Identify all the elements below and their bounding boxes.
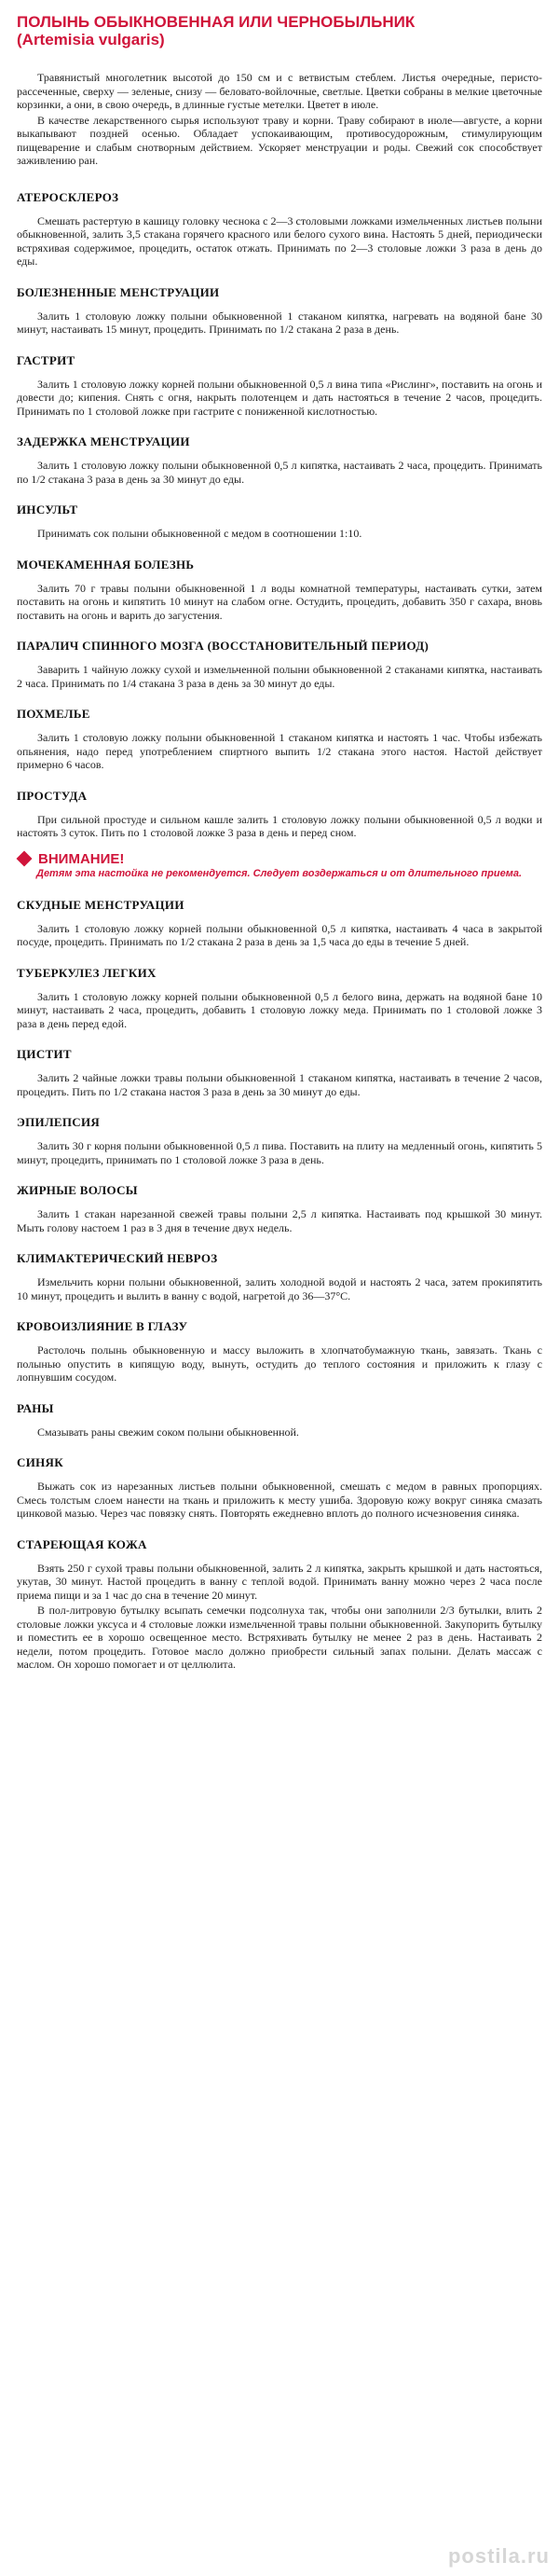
section-title: КЛИМАКТЕРИЧЕСКИЙ НЕВРОЗ xyxy=(17,1251,218,1265)
section-text: Растолочь полынь обыкновенную и массу выложить в хлопчатобумажную ткань, завязать. Ткань с полынью опустить в кипящую воду, вынуть, остудить до теплого состояния и приложить к глазу с лопнувшим сосудом. xyxy=(17,1343,542,1384)
section-text: При сильной простуде и сильном кашле залить 1 столовую ложку полыни обыкновенной 0,5 л водки и настоять 3 суток. Пить по 1 столовой ложке 3 раза в день и перед сном. xyxy=(17,812,542,839)
warning-header xyxy=(17,851,542,867)
section-text: В пол-литровую бутылку всыпать семечки подсолнуха так, чтобы они заполнили 2/3 бутылки, влить 2 столовые ложки уксуса и 4 столовые ложки измельченной травы полыни обыкновенной. Закупорить бутылку и поместить ее в хорошо освещенное место. Встряхивать бутылку не менее 2 раз в день. Настаивать 2 недели, потом процедить. Готовое масло должно приобрести сильный запах полыни. Делать массаж с маслом. Он хорошо помогает и от целлюлита. xyxy=(17,1604,542,1671)
section-text: Залить 1 столовую ложку полыни обыкновенной 1 стаканом кипятка, нагревать на водяной бане 30 минут, настаивать 15 минут, процедить. Принимать по 1/2 стакана 2 раза в день. xyxy=(17,309,542,336)
section-title: СТАРЕЮЩАЯ КОЖА xyxy=(17,1536,147,1551)
section-eye-hemorrhage xyxy=(17,1319,542,1384)
section-text: Взять 250 г сухой травы полыни обыкновенной, залить 2 л кипятка, закрыть крышкой и дать настояться, укутав, 30 минут. Настой процедить в ванну с теплой водой. Принимать ванну можно через 2 часа после приема пищи и за 1 час до сна в течение 20 минут. xyxy=(17,1561,542,1602)
section-text: Залить 70 г травы полыни обыкновенной 1 л воды комнатной температуры, настаивать сутки, затем поставить на огонь и кипятить 10 минут на слабом огне. Остудить, процедить, добавить 350 г сахара, вновь поставить на огонь и варить до загустения. xyxy=(17,581,542,622)
section-text: Смешать растертую в кашицу головку чеснока с 2—3 столовыми ложками измельченных листьев полыни обыкновенной, залить 3,5 стакана горячего красного или белого сухого вина. Настоять 5 дней, периодически встряхивая содержимое, процедить, остаток отжать. Принимать по 2—3 столовые ложки 3 раза в день до еды. xyxy=(17,214,542,268)
warning-diamond-icon xyxy=(17,851,33,867)
section-painful-menstruation xyxy=(17,285,542,337)
section-title: РАНЫ xyxy=(17,1400,54,1415)
section-title: БОЛЕЗНЕННЫЕ МЕНСТРУАЦИИ xyxy=(17,284,220,299)
section-title: ПРОСТУДА xyxy=(17,788,88,803)
section-title: АТЕРОСКЛЕРОЗ xyxy=(17,189,119,204)
section-text: Залить 2 чайные ложки травы полыни обыкновенной 1 стаканом кипятка, настаивать в течение 2 часов, процедить. Пить по 1/2 стакана настоя 3 раза в день за 30 минут до еды. xyxy=(17,1071,542,1098)
section-hangover xyxy=(17,707,542,772)
section-epilepsy xyxy=(17,1115,542,1166)
section-text: Залить 1 столовую ложку корней полыни обыкновенной 0,5 л вина типа «Рислинг», поставить на огонь и довести до; кипения. Снять с огня, накрыть полотенцем и дать настояться в течение 2 часов, процедить. Принимать по 1 столовой ложке при гастрите с пониженной кислотностью. xyxy=(17,377,542,418)
section-title: ГАСТРИТ xyxy=(17,352,75,367)
section-tuberculosis xyxy=(17,966,542,1031)
section-scanty-menstruation xyxy=(17,898,542,949)
section-wounds xyxy=(17,1401,542,1440)
section-spinal-paralysis xyxy=(17,639,542,690)
section-title: ПАРАЛИЧ СПИННОГО МОЗГА (ВОССТАНОВИТЕЛЬНЫЙ ПЕРИОД) xyxy=(17,639,429,653)
section-title: ЗАДЕРЖКА МЕНСТРУАЦИИ xyxy=(17,434,190,448)
section-text: Залить 1 столовую ложку полыни обыкновенной 0,5 л кипятка, настаивать 2 часа, процедить. Принимать по 1/2 стакана 3 раза в день за 30 минут до еды. xyxy=(17,459,542,486)
section-title: СИНЯК xyxy=(17,1455,63,1469)
article-title: ПОЛЫНЬ ОБЫКНОВЕННАЯ ИЛИ ЧЕРНОБЫЛЬНИК xyxy=(17,13,416,31)
article-latin-title: (Artemisia vulgaris) xyxy=(17,31,165,48)
section-cystitis xyxy=(17,1047,542,1098)
section-delayed-menstruation xyxy=(17,434,542,486)
section-text: Смазывать раны свежим соком полыни обыкновенной. xyxy=(37,1425,299,1439)
section-text: Измельчить корни полыни обыкновенной, залить холодной водой и настоять 2 часа, затем прокипятить 10 минут, процедить и вылить в ванну с водой, нагретой до 36—37°С. xyxy=(17,1275,542,1302)
section-text: Принимать сок полыни обыкновенной с медом в соотношении 1:10. xyxy=(37,527,362,540)
warning-text: Детям эта настойка не рекомендуется. Следует воздержаться и от длительного приема. xyxy=(36,867,523,879)
intro-paragraph: Травянистый многолетник высотой до 150 см и с ветвистым стеблем. Листья очередные, перисто-рассеченные, сверху — зеленые, снизу — беловато-войлочные, светлые. Цветки собраны в мелкие цветочные корзинки, а они, в свою очередь, в длинные густые метелки. Цветет в июле. xyxy=(17,71,542,111)
intro-block xyxy=(17,71,542,168)
section-aging-skin xyxy=(17,1537,542,1672)
section-text: Залить 1 столовую ложку корней полыни обыкновенной 0,5 л белого вина, держать на водяной бане 10 минут, настаивать 2 часа, процедить, добавить 1 столовую ложку меда. Принимать по 1 столовой ложке 3 раза в день перед едой. xyxy=(17,989,542,1030)
section-title: ЦИСТИТ xyxy=(17,1047,72,1061)
section-title: ТУБЕРКУЛЕЗ ЛЕГКИХ xyxy=(17,965,157,980)
section-title: ЭПИЛЕПСИЯ xyxy=(17,1115,101,1129)
section-atherosclerosis xyxy=(17,190,542,269)
section-text: Заварить 1 чайную ложку сухой и измельченной полыни обыкновенной 2 стаканами кипятка, настаивать 2 часа. Принимать по 1/4 стакана 3 раза в день за 30 минут до еды. xyxy=(17,663,542,690)
section-climacteric-neurosis xyxy=(17,1251,542,1302)
section-title: ИНСУЛЬТ xyxy=(17,503,78,517)
warning-title: ВНИМАНИЕ! xyxy=(38,850,125,867)
section-text: Залить 1 столовую ложку корней полыни обыкновенной 0,5 л кипятка, настаивать 4 часа в закрытой посуде, процедить. Принимать по 1/2 стакана 2 раза в день за 1,5 часа до еды в течение 5 дней. xyxy=(17,921,542,948)
section-title: ЖИРНЫЕ ВОЛОСЫ xyxy=(17,1183,138,1197)
section-stroke xyxy=(17,503,542,541)
section-title: ПОХМЕЛЬЕ xyxy=(17,707,90,721)
warning-block xyxy=(17,851,542,881)
section-title: СКУДНЫЕ МЕНСТРУАЦИИ xyxy=(17,897,184,912)
section-title: КРОВОИЗЛИЯНИЕ В ГЛАЗУ xyxy=(17,1319,188,1333)
section-oily-hair xyxy=(17,1183,542,1234)
section-text: Залить 1 столовую ложку полыни обыкновенной 1 стаканом кипятка и настоять 1 час. Чтобы избежать опьянения, надо перед употреблением спиртного выпить 1/2 стакана этого настоя. Настой действует примерно 6 часов. xyxy=(17,731,542,771)
section-text: Залить 1 стакан нарезанной свежей травы полыни 2,5 л кипятка. Настаивать под крышкой 30 минут. Мыть голову настоем 1 раз в 3 дня в течение двух недель. xyxy=(17,1207,542,1234)
intro-paragraph: В качестве лекарственного сырья используют траву и корни. Траву собирают в июле—августе, а корни выкапывают поздней осенью. Обладает успокаивающим, противосудорожным, стимулирующим пищеварение и слабым снотворным действием. Ускоряет менструации и роды. Свежий сок способствует заживлению ран. xyxy=(17,113,542,167)
section-text: Выжать сок из нарезанных листьев полыни обыкновенной, смешать с медом в равных пропорциях. Смесь толстым слоем нанести на ткань и приложить к месту ушиба. Здоровую кожу вокруг синяка смазать цинковой мазью. Через час повязку снять. Повторять ежедневно вплоть до полного исчезновения синяка. xyxy=(17,1480,542,1520)
section-cold xyxy=(17,789,542,840)
section-gastritis xyxy=(17,353,542,419)
section-urolithiasis xyxy=(17,558,542,623)
section-bruise xyxy=(17,1455,542,1521)
section-text: Залить 30 г корня полыни обыкновенной 0,5 л пива. Поставить на плиту на медленный огонь, кипятить 5 минут, процедить, принимать по 1 столовой ложке 3 раза в день. xyxy=(17,1139,542,1166)
section-title: МОЧЕКАМЕННАЯ БОЛЕЗНЬ xyxy=(17,557,195,572)
watermark: postila.ru xyxy=(447,2544,550,2568)
